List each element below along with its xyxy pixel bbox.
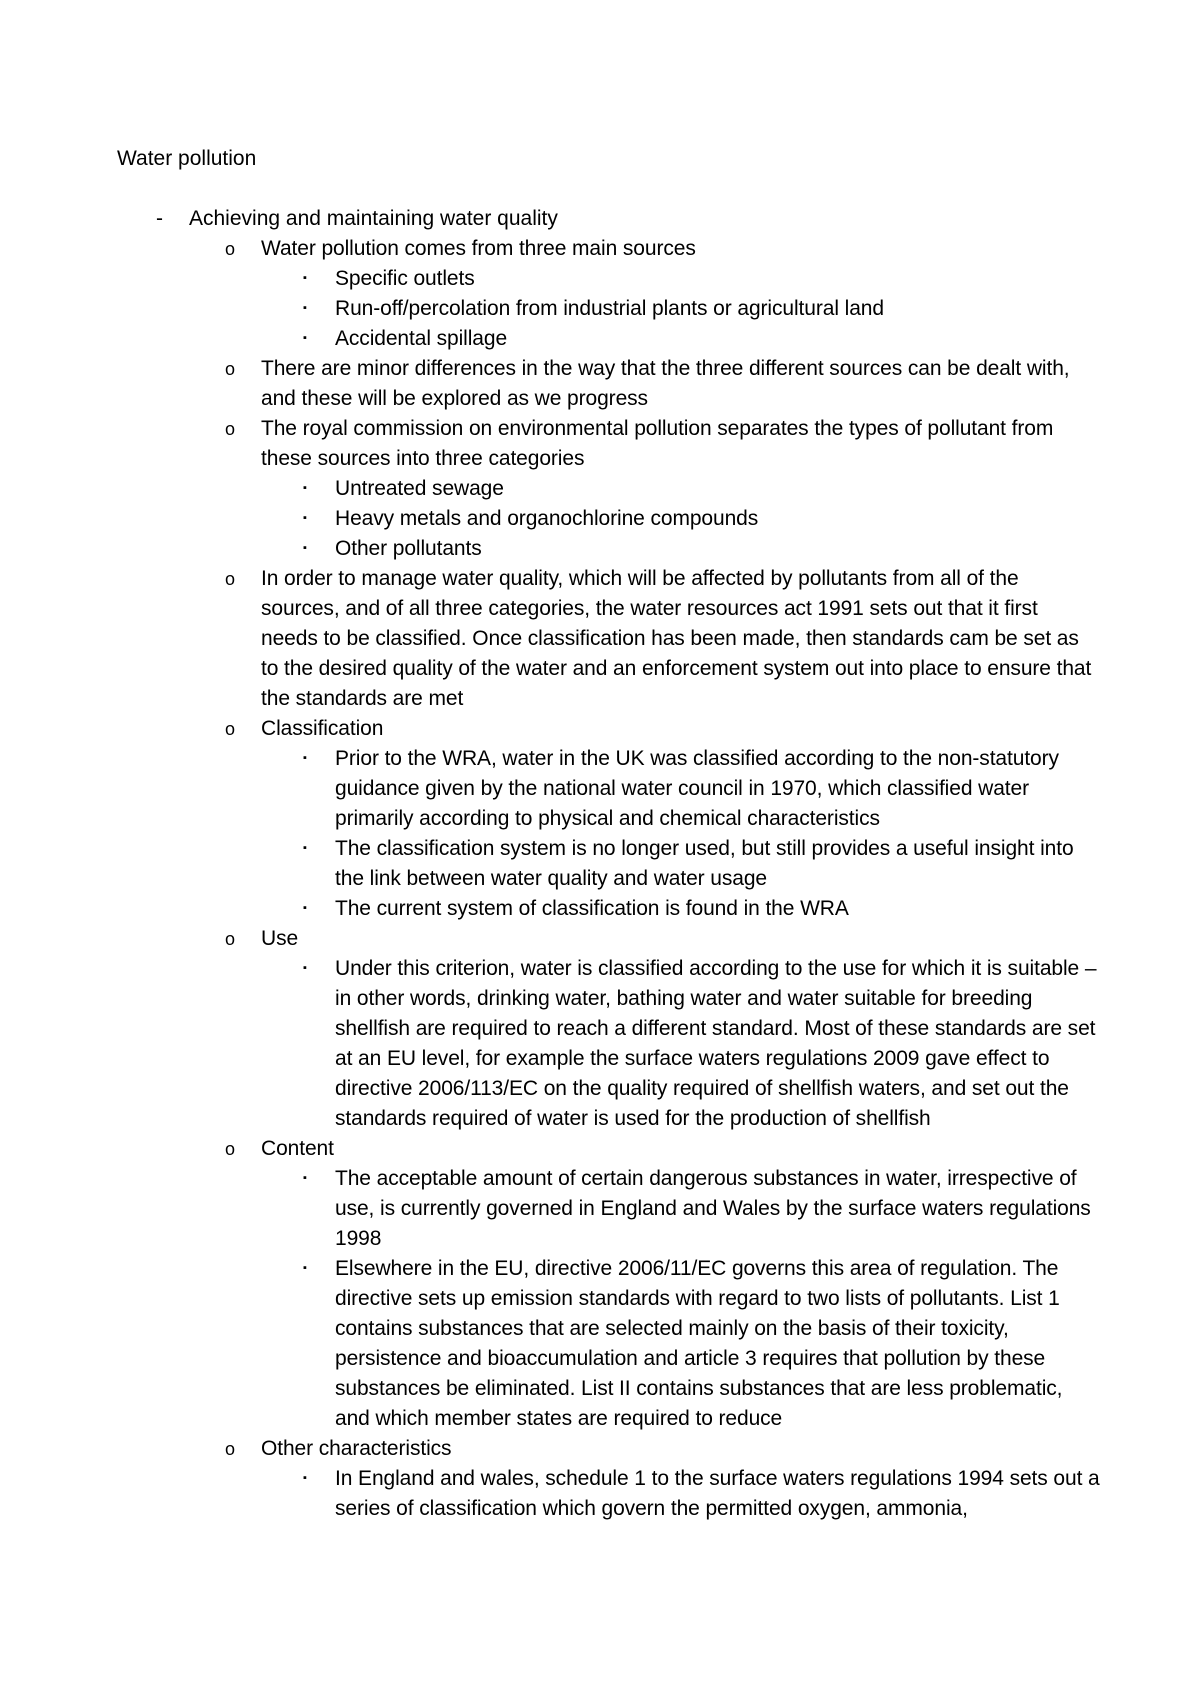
list-item — [225, 414, 1093, 564]
list-item — [225, 924, 1097, 1134]
subpoint-text: The acceptable amount of certain dangerous substances in water, irrespective of use, is currently governed in England and Wales by the surface waters regulations 1998 — [335, 1167, 1091, 1250]
subpoint-text: Prior to the WRA, water in the UK was classified according to the non-statutory guidance given by the national water council in 1970, which classified water primarily according to physical and chemical characteristics — [335, 747, 1059, 830]
section-heading: Achieving and maintaining water quality — [189, 207, 558, 230]
square-bullet: ▪ — [303, 1172, 307, 1184]
square-bullet: ▪ — [303, 842, 307, 854]
point-text: Water pollution comes from three main sources — [261, 237, 696, 260]
list-item — [303, 1164, 1100, 1254]
square-bullet: ▪ — [303, 512, 307, 524]
square-bullet: ▪ — [303, 272, 307, 284]
point-text: There are minor differences in the way that the three different sources can be dealt with, and these will be explored as we progress — [261, 357, 1070, 410]
circle-bullet: o — [225, 719, 236, 739]
square-bullet: ▪ — [303, 482, 307, 494]
subpoint-text: The current system of classification is found in the WRA — [335, 897, 849, 920]
subpoint-text: The classification system is no longer used, but still provides a useful insight into the link between water quality and water usage — [335, 837, 1074, 890]
list-item — [225, 564, 1093, 714]
subpoints-list — [261, 744, 1093, 924]
point-text: Use — [261, 927, 299, 950]
point-text: Content — [261, 1137, 334, 1160]
list-item — [225, 354, 1093, 414]
circle-bullet: o — [225, 419, 236, 439]
list-item — [303, 294, 1100, 324]
subpoint-text: Heavy metals and organochlorine compounds — [335, 507, 759, 530]
list-item — [303, 954, 1100, 1134]
dash-bullet: - — [156, 207, 163, 230]
list-item — [303, 324, 1100, 354]
subpoints-list — [261, 1464, 1100, 1524]
list-item — [303, 1464, 1100, 1524]
subpoints-list — [261, 954, 1097, 1134]
list-item — [303, 744, 1100, 834]
square-bullet: ▪ — [303, 302, 307, 314]
main-list — [0, 204, 1200, 1524]
subpoint-text: Elsewhere in the EU, directive 2006/11/EC governs this area of regulation. The directive sets up emission standards with regard to two lists of pollutants. List 1 contains substances that are selected mainly on the basis of their toxicity, persistence and bioaccumulation and article 3 requires that pollution by these substances be eliminated. List II contains substances that are less problematic, and which member states are required to reduce — [335, 1257, 1063, 1430]
list-item — [225, 1434, 1100, 1524]
subpoints-list — [261, 264, 1093, 354]
circle-bullet: o — [225, 1139, 236, 1159]
list-item — [303, 474, 1100, 504]
subpoint-text: Accidental spillage — [335, 327, 508, 350]
square-bullet: ▪ — [303, 332, 307, 344]
square-bullet: ▪ — [303, 962, 307, 974]
point-text: In order to manage water quality, which will be affected by pollutants from all of the sources, and of all three categories, the water resources act 1991 sets out that it first needs to be classified. Once classification has been made, then standards cam be set as to the desired quality of the water and an enforcement system out into place to ensure that the standards are met — [261, 567, 1092, 710]
subpoint-text: Specific outlets — [335, 267, 475, 290]
list-item — [303, 264, 1100, 294]
list-item — [303, 894, 1100, 924]
subpoint-text: In England and wales, schedule 1 to the surface waters regulations 1994 sets out a series of classification which govern the permitted oxygen, ammonia, — [335, 1467, 1100, 1520]
section-item — [0, 204, 1100, 1524]
square-bullet: ▪ — [303, 752, 307, 764]
square-bullet: ▪ — [303, 542, 307, 554]
subpoints-list — [261, 1164, 1093, 1434]
point-text: The royal commission on environmental pollution separates the types of pollutant from these sources into three categories — [261, 417, 1054, 470]
square-bullet: ▪ — [303, 1262, 307, 1274]
subpoint-text: Other pollutants — [335, 537, 482, 560]
point-text: Classification — [261, 717, 384, 740]
list-item — [225, 234, 1093, 354]
subpoint-text: Run-off/percolation from industrial plants or agricultural land — [335, 297, 884, 320]
circle-bullet: o — [225, 569, 236, 589]
circle-bullet: o — [225, 1439, 236, 1459]
point-text: Other characteristics — [261, 1437, 452, 1460]
subpoint-text: Untreated sewage — [335, 477, 504, 500]
list-item — [225, 714, 1093, 924]
circle-bullet: o — [225, 239, 236, 259]
subpoint-text: Under this criterion, water is classified according to the use for which it is suitable – in other words, drinking water, bathing water and water suitable for breeding shellfish are required to reach a different standard. Most of these standards are set at an EU level, for example the surface waters regulations 2009 gave effect to directive 2006/113/EC on the quality required of shellfish waters, and set out the standards required of water is used for the production of shellfish — [335, 957, 1097, 1130]
list-item — [303, 534, 1100, 564]
list-item — [303, 1254, 1100, 1434]
points-list — [189, 234, 1100, 1524]
list-item — [303, 834, 1100, 894]
subpoints-list — [261, 474, 1093, 564]
list-item — [303, 504, 1100, 534]
square-bullet: ▪ — [303, 1472, 307, 1484]
document-title: Water pollution — [117, 147, 257, 170]
circle-bullet: o — [225, 929, 236, 949]
square-bullet: ▪ — [303, 902, 307, 914]
circle-bullet: o — [225, 359, 236, 379]
list-item — [225, 1134, 1093, 1434]
